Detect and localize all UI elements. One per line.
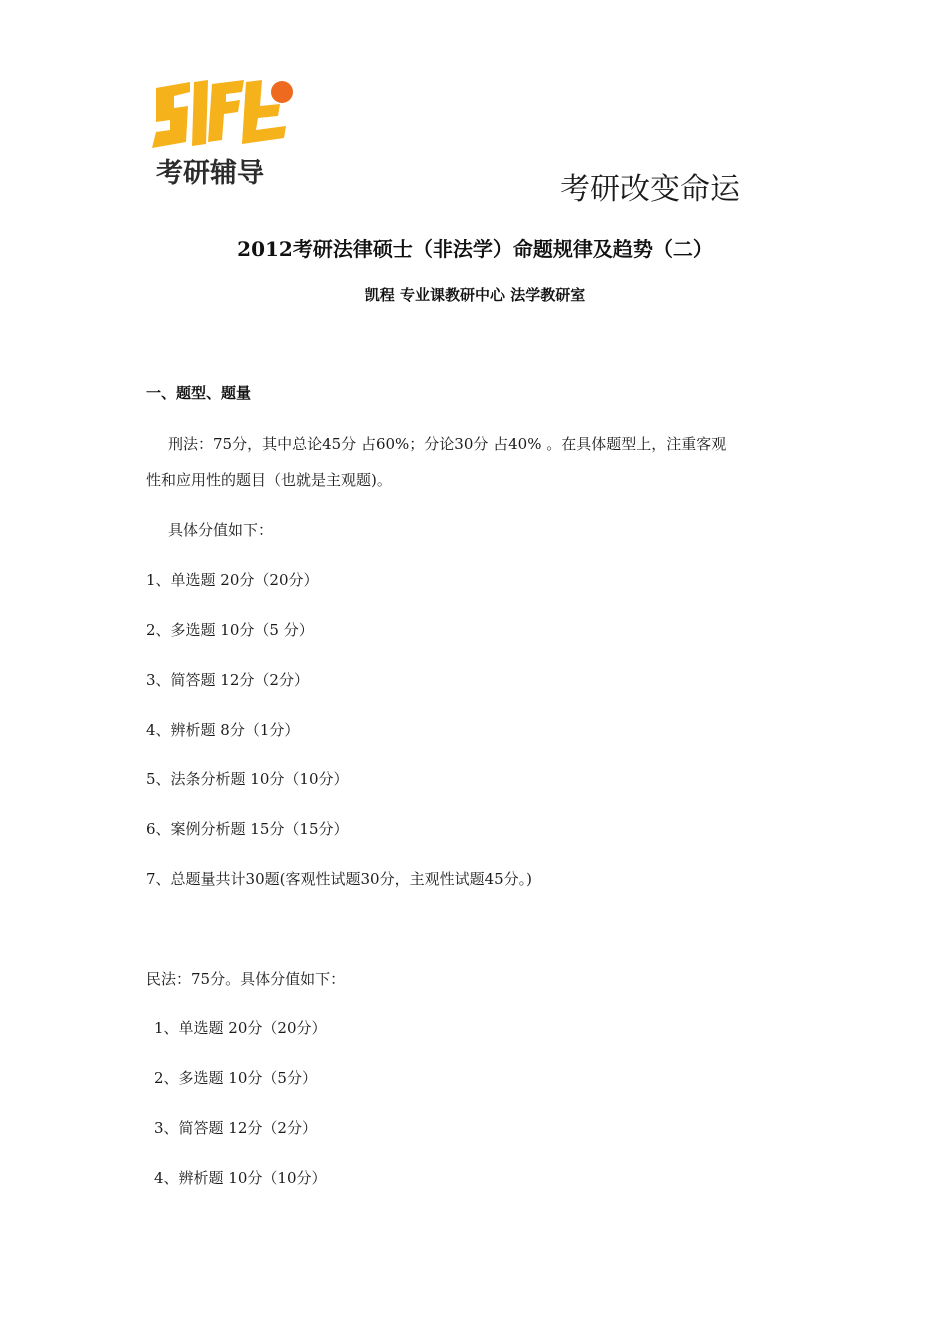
list-item: 1、单选题 20分（20分） [154, 1019, 327, 1037]
criminal-intro-line2: 性和应用性的题目（也就是主观题)。 [146, 471, 392, 489]
list-item: 2、多选题 10分（5 分） [146, 621, 314, 639]
slogan: 考研改变命运 [560, 172, 740, 207]
list-item: 6、案例分析题 15分（15分） [146, 820, 349, 838]
document-title: 2012考研法律硕士（非法学）命题规律及趋势（二） [237, 237, 713, 261]
list-item: 4、辨析题 8分（1分） [146, 721, 300, 739]
logo-subtitle: 考研辅导 [156, 158, 264, 189]
section-heading: 一、题型、题量 [146, 384, 252, 402]
list-item: 7、总题量共计30题(客观性试题30分，主观性试题45分。) [146, 870, 533, 888]
list-item: 2、多选题 10分（5分） [154, 1069, 317, 1087]
list-item: 5、法条分析题 10分（10分） [146, 770, 349, 788]
kaicheng-logo [150, 72, 306, 196]
criminal-breakdown-label: 具体分值如下： [168, 521, 274, 539]
list-item: 4、辨析题 10分（10分） [154, 1169, 327, 1187]
logo-mark-shapes [152, 80, 286, 148]
list-item: 1、单选题 20分（20分） [146, 571, 319, 589]
list-item: 3、简答题 12分（2分） [146, 671, 309, 689]
civil-intro: 民法：75分。具体分值如下： [146, 970, 346, 988]
list-item: 3、简答题 12分（2分） [154, 1119, 317, 1137]
criminal-intro-line1: 刑法：75分，其中总论45分 占60%；分论30分 占40% 。在具体题型上，注重客观 [168, 435, 727, 453]
document-subtitle: 凯程 专业课教研中心 法学教研室 [364, 286, 586, 304]
